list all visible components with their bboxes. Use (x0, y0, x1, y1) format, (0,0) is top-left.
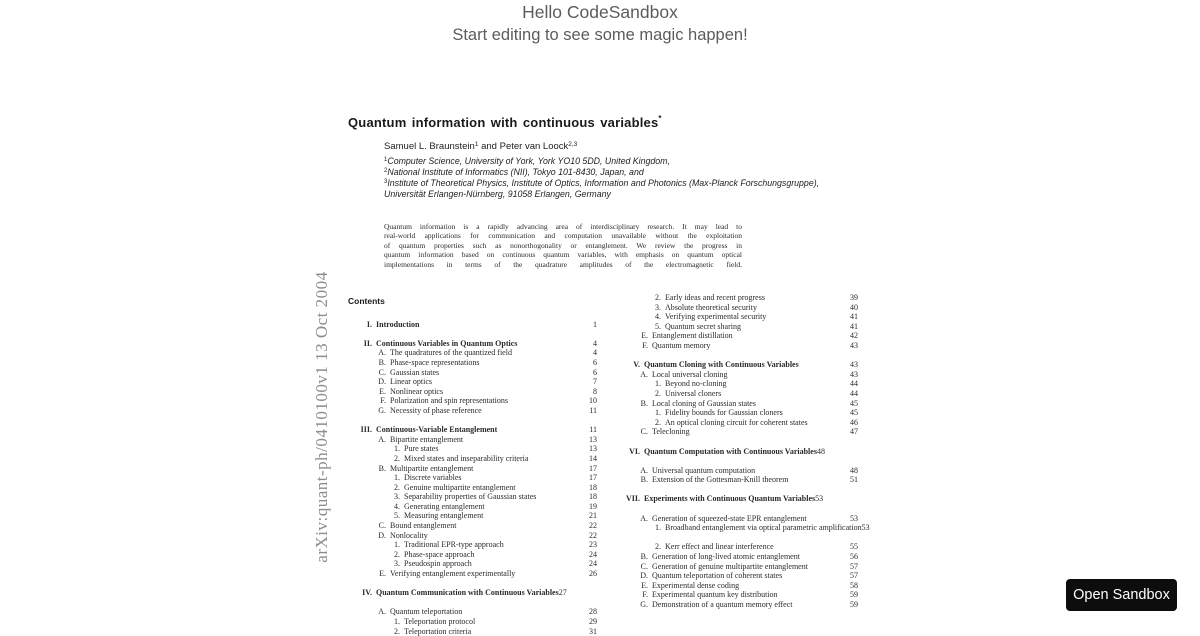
toc-entry-label: C. (378, 521, 386, 531)
toc-entry-title: Teleportation criteria (404, 626, 472, 636)
toc-entry (348, 511, 597, 521)
toc-entry-page: 53 (861, 523, 870, 533)
toc-entry (620, 370, 858, 380)
toc-entry-title: Universal quantum computation (652, 465, 756, 475)
toc-entry-page: 45 (850, 408, 858, 418)
authors-joiner: and (478, 141, 500, 152)
toc-entry-title: Separability properties of Gaussian states (404, 492, 537, 502)
toc-entry-title: Polarization and spin representations (390, 396, 508, 406)
toc-entry-page: 44 (850, 388, 858, 398)
toc-entry-label: 5. (655, 321, 661, 331)
abstract-line: implementations in terms of the quadrature amplitudes of the electromagnetic field. (384, 259, 742, 269)
toc-entry (348, 406, 597, 416)
toc-entry-page: 14 (589, 453, 597, 463)
toc-entry-title: Kerr effect and linear interference (665, 542, 774, 552)
toc-entry-label: A. (640, 513, 648, 523)
toc-entry (620, 571, 858, 581)
toc-entry (620, 331, 858, 341)
toc-entry-label: E. (641, 331, 648, 341)
toc-entry-title: Early ideas and recent progress (665, 293, 765, 302)
toc-entry-title: Continuous-Variable Entanglement (376, 425, 498, 435)
toc-entry (620, 581, 858, 591)
toc-entry-title: Experiments with Continuous Quantum Variables (644, 494, 816, 504)
toc-entry-label: B. (640, 475, 648, 485)
toc-entry (348, 425, 597, 435)
toc-entry (620, 600, 858, 610)
toc-entry-page: 56 (850, 552, 858, 562)
toc-entry-title: Fidelity bounds for Gaussian cloners (665, 408, 783, 418)
toc-entry-page: 43 (850, 340, 858, 350)
toc-entry-label: 2. (394, 626, 400, 636)
toc-entry-label: 1. (394, 473, 400, 483)
greeting-subheading: Start editing to see some magic happen! (452, 26, 748, 44)
toc-entry (620, 466, 858, 476)
toc-entry-page: 43 (850, 360, 858, 370)
greeting-heading: Hello CodeSandbox (522, 2, 678, 22)
toc-entry (348, 540, 597, 550)
toc-entry-page: 53 (815, 494, 824, 504)
toc-entry (348, 348, 597, 358)
toc-entry (348, 444, 597, 454)
toc-entry-page: 41 (850, 321, 858, 331)
toc-entry-page: 17 (589, 473, 597, 483)
toc-entry (620, 418, 858, 428)
toc-entry-label: 1. (655, 408, 661, 418)
toc-entry-title: Absolute theoretical security (665, 302, 757, 312)
toc-entry-title: Bipartite entanglement (390, 434, 464, 444)
toc-entry-title: Quantum teleportation (390, 607, 463, 617)
toc-entry-page: 8 (593, 386, 597, 396)
toc-entry-title: Telecloning (652, 427, 690, 437)
toc-entry-label: 2. (655, 417, 661, 427)
toc-entry (348, 617, 597, 627)
toc-entry-label: B. (378, 463, 386, 473)
toc-entry-page: 39 (850, 293, 858, 302)
toc-entry-page: 26 (589, 569, 597, 579)
toc-entry (620, 542, 858, 552)
toc-entry (348, 377, 597, 387)
toc-entry-title: Phase-space representations (390, 357, 480, 367)
toc-entry-label: III. (360, 425, 372, 435)
toc-entry (348, 559, 597, 569)
toc-entry-title: Local cloning of Gaussian states (652, 398, 756, 408)
toc-entry (348, 569, 597, 579)
toc-entry-page: 19 (589, 501, 597, 511)
toc-entry-label: A. (378, 607, 386, 617)
affiliation-text: Institute of Theoretical Physics, Institute of Optics, Information and Photonics (Max-Planck Forschungsgruppe), (387, 178, 820, 188)
affiliation-text: National Institute of Informatics (NII), Tokyo 101-8430, Japan, and (387, 167, 644, 177)
toc-entry (348, 607, 597, 617)
toc-entry-label: 1. (655, 379, 661, 389)
toc-entry-label: I. (366, 319, 372, 329)
toc-entry (620, 408, 858, 418)
toc-entry (348, 320, 597, 330)
toc-entry (348, 454, 597, 464)
toc-entry (348, 387, 597, 397)
toc-entry-title: Gaussian states (390, 367, 440, 377)
toc-entry-label: C. (640, 427, 648, 437)
toc-entry-label: E. (379, 386, 386, 396)
toc-entry (348, 627, 597, 636)
toc-entry-page: 11 (589, 405, 597, 415)
toc-entry-title: Experimental dense coding (652, 580, 740, 590)
toc-entry (348, 531, 597, 541)
toc-entry-page: 18 (589, 482, 597, 492)
toc-entry-label: 2. (655, 542, 661, 552)
affiliation-text: Universität Erlangen-Nürnberg, 91058 Erlangen, Germany (384, 189, 611, 199)
toc-entry-title: Teleportation protocol (404, 617, 476, 626)
toc-entry-label: 5. (394, 511, 400, 521)
toc-entry-title: Quantum secret sharing (665, 321, 741, 331)
toc-entry-title: Generation of squeezed-state EPR entanglement (652, 513, 807, 523)
toc-entry-label: 3. (655, 302, 661, 312)
toc-entry-title: Quantum memory (652, 340, 711, 350)
toc-entry-label: B. (640, 552, 648, 562)
toc-entry-title: Pseudospin approach (404, 559, 472, 569)
toc-entry-title: Nonlocality (390, 530, 428, 540)
toc-entry-label: 3. (394, 559, 400, 569)
paper-title (348, 114, 662, 130)
toc-entry-page: 21 (589, 511, 597, 521)
toc-entry-label: 2. (655, 388, 661, 398)
toc-entry-label: 4. (394, 501, 400, 511)
toc-entry-title: Traditional EPR-type approach (404, 540, 504, 550)
toc-entry (620, 360, 858, 370)
affiliation-sup: 2 (384, 168, 388, 174)
toc-entry-title: Multipartite entanglement (390, 463, 474, 473)
paper-title-text: Quantum information with continuous variables (348, 115, 659, 130)
toc-entry (620, 590, 858, 600)
arxiv-watermark: arXiv:quant-ph/0410100v1 13 Oct 2004 (312, 271, 331, 563)
paper-authors (384, 141, 577, 152)
toc-entry-page: 7 (593, 377, 597, 387)
affiliation-line (384, 155, 819, 166)
toc-entry-title: Demonstration of a quantum memory effect (652, 600, 793, 609)
toc-entry-label: 1. (655, 523, 661, 533)
toc-entry-page: 58 (850, 580, 858, 590)
toc-entry-page: 31 (589, 626, 597, 636)
toc-entry-title: Universal cloners (665, 388, 722, 398)
toc-entry-page: 24 (589, 559, 597, 569)
toc-entry (620, 514, 858, 524)
toc-entry-page: 4 (593, 348, 597, 358)
toc-entry-title: The quadratures of the quantized field (390, 348, 512, 358)
toc-entry-label: D. (378, 530, 386, 540)
toc-entry (348, 464, 597, 474)
toc-entry (348, 502, 597, 512)
abstract-line: of quantum properties such as nonorthogonality or entanglement. We review the progress in (384, 240, 742, 250)
toc-entry-page: 27 (558, 588, 567, 598)
toc-entry-title: Introduction (376, 319, 420, 329)
toc-entry-page: 18 (589, 492, 597, 502)
toc-entry-title: Necessity of phase reference (390, 405, 482, 415)
paper-abstract (384, 222, 742, 269)
affiliation-text: Computer Science, University of York, York YO10 5DD, United Kingdom, (387, 156, 670, 166)
toc-entry-page: 40 (850, 302, 858, 312)
toc-entry-title: Linear optics (390, 377, 432, 387)
toc-entry (620, 475, 858, 485)
toc-entry-label: F. (642, 340, 648, 350)
toc-entry-title: Measuring entanglement (404, 511, 484, 521)
toc-entry-page: 23 (589, 540, 597, 550)
toc-entry-title: Extension of the Gottesman-Knill theorem (652, 475, 789, 485)
toc-entry (620, 312, 858, 322)
toc-entry-title: Generation of genuine multipartite entanglement (652, 561, 808, 571)
affiliation-line (384, 166, 819, 177)
affiliation-line (384, 188, 819, 199)
toc-entry-title: Experimental quantum key distribution (652, 590, 778, 600)
toc-entry (620, 322, 858, 332)
toc-entry-page: 6 (593, 367, 597, 377)
toc-entry-page: 28 (589, 607, 597, 617)
toc-entry-title: Broadband entanglement via optical parametric amplification (665, 523, 862, 533)
toc-entry-page: 41 (850, 312, 858, 322)
toc-entry-page: 57 (850, 561, 858, 571)
toc-entry (620, 399, 858, 409)
toc-entry (348, 473, 597, 483)
toc-entry-label: 1. (394, 444, 400, 454)
toc-entry (620, 562, 858, 572)
toc-entry (348, 396, 597, 406)
open-sandbox-button[interactable]: Open Sandbox (1066, 579, 1177, 611)
toc-entry-title: Continuous Variables in Quantum Optics (376, 338, 518, 348)
toc-entry-label: 2. (394, 482, 400, 492)
toc-entry-page: 45 (850, 398, 858, 408)
toc-entry-title: Quantum Communication with Continuous Variables (376, 588, 559, 598)
toc-entry-page: 55 (850, 542, 858, 552)
toc-entry (620, 427, 858, 437)
toc-entry-label: 1. (394, 617, 400, 626)
toc-entry-page: 44 (850, 379, 858, 389)
toc-entry-label: VI. (629, 446, 640, 456)
toc-entry-page: 48 (850, 465, 858, 475)
toc-entry (348, 521, 597, 531)
toc-entry-label: F. (380, 396, 386, 406)
toc-heading: Contents (348, 296, 385, 306)
toc-entry (620, 389, 858, 399)
toc-entry (348, 483, 597, 493)
toc-entry-label: 4. (655, 312, 661, 322)
toc-entry-page: 13 (589, 434, 597, 444)
toc-entry-title: Entanglement distillation (652, 331, 733, 341)
toc-entry (620, 379, 858, 389)
toc-entry-title: Quantum Computation with Continuous Variables (644, 446, 817, 456)
toc-entry-title: Bound entanglement (390, 521, 457, 531)
toc-entry-title: Quantum teleportation of coherent states (652, 571, 783, 581)
toc-entry-label: 1. (394, 540, 400, 550)
toc-entry-label: 2. (394, 453, 400, 463)
toc-entry-page: 29 (589, 617, 597, 626)
toc-entry-title: Generation of long-lived atomic entanglement (652, 552, 800, 562)
toc-entry-title: Local universal cloning (652, 369, 728, 379)
toc-entry (348, 492, 597, 502)
toc-entry-label: A. (378, 434, 386, 444)
toc-entry-label: E. (379, 569, 386, 579)
toc-entry-label: IV. (362, 588, 372, 598)
toc-entry-page: 47 (850, 427, 858, 437)
toc-entry (620, 293, 858, 303)
title-footnote-marker: * (658, 114, 662, 123)
toc-entry-title: Quantum Cloning with Continuous Variables (644, 360, 799, 370)
toc-entry-page: 1 (593, 319, 597, 329)
toc-entry-title: Nonlinear optics (390, 386, 444, 396)
toc-entry-label: G. (640, 600, 648, 609)
toc-entry-page: 57 (850, 571, 858, 581)
toc-entry (348, 588, 597, 598)
paper-affiliations (384, 155, 819, 199)
toc-entry-title: Mixed states and inseparability criteria (404, 453, 529, 463)
toc-entry-label: D. (640, 571, 648, 581)
toc-entry-title: Verifying entanglement experimentally (390, 569, 516, 579)
toc-entry-title: Phase-space approach (404, 549, 475, 559)
toc-entry-page: 10 (589, 396, 597, 406)
toc-entry-page: 42 (850, 331, 858, 341)
toc-entry-page: 6 (593, 357, 597, 367)
toc-entry-page: 24 (589, 549, 597, 559)
toc-entry-label: B. (378, 357, 386, 367)
toc-entry-label: A. (640, 369, 648, 379)
affiliation-sup: 3 (384, 179, 388, 185)
toc-entry-label: E. (641, 580, 648, 590)
toc-entry-page: 22 (589, 530, 597, 540)
toc-entry-label: B. (640, 398, 648, 408)
toc-entry-label: F. (642, 590, 648, 600)
toc-entry-label: G. (378, 405, 386, 415)
toc-entry-page: 11 (589, 425, 597, 435)
toc-entry-page: 51 (850, 475, 858, 485)
toc-right-column (620, 293, 870, 610)
toc-entry-label: A. (640, 465, 648, 475)
toc-entry-label: 3. (394, 492, 400, 502)
toc-entry-label: 2. (655, 293, 661, 302)
toc-entry-title: Discrete variables (404, 473, 462, 483)
toc-entry-title: Genuine multipartite entanglement (404, 482, 516, 492)
toc-entry-title: Generating entanglement (404, 501, 485, 511)
toc-entry-page: 4 (593, 338, 597, 348)
toc-entry (620, 552, 858, 562)
toc-entry-label: VII. (625, 494, 640, 504)
toc-entry-label: D. (378, 377, 386, 387)
toc-entry (348, 339, 597, 349)
toc-entry (620, 303, 858, 313)
toc-entry-title: Verifying experimental security (665, 312, 767, 322)
toc-entry-title: Pure states (404, 444, 439, 454)
toc-entry (348, 368, 597, 378)
toc-entry-label: V. (633, 360, 640, 370)
author-2: Peter van Loock (499, 141, 569, 152)
author-1-affiliation-sup: 1 (474, 141, 479, 148)
toc-entry (348, 435, 597, 445)
toc-entry-title: An optical cloning circuit for coherent states (665, 417, 808, 427)
toc-entry-page: 59 (850, 600, 858, 609)
toc-entry (620, 341, 858, 351)
toc-entry-page: 59 (850, 590, 858, 600)
author-2-affiliation-sup: 2,3 (568, 141, 578, 148)
abstract-line: real-world applications for communication and computation unavailable without the exploitation (384, 231, 742, 241)
toc-entry (348, 550, 597, 560)
toc-entry-label: C. (378, 367, 386, 377)
toc-entry-page: 46 (850, 417, 858, 427)
toc-entry (348, 358, 597, 368)
toc-entry-title: Beyond no-cloning (665, 379, 727, 389)
toc-entry-label: 2. (394, 549, 400, 559)
affiliation-line (384, 177, 819, 188)
toc-entry-page: 13 (589, 444, 597, 454)
toc-entry-page: 43 (850, 369, 858, 379)
toc-entry (620, 494, 858, 504)
toc-entry-page: 17 (589, 463, 597, 473)
abstract-line: quantum information based on continuous quantum variables, with emphasis on quantum optical (384, 250, 742, 260)
toc-entry-page: 53 (850, 513, 858, 523)
abstract-line: Quantum information is a rapidly advancing area of interdisciplinary research. It may lead to (384, 222, 742, 231)
toc-entry-page: 22 (589, 521, 597, 531)
author-1: Samuel L. Braunstein (384, 141, 475, 152)
toc-entry-label: A. (378, 348, 386, 358)
toc-entry-page: 48 (816, 446, 825, 456)
toc-entry (620, 523, 870, 533)
toc-entry (620, 447, 858, 457)
affiliation-sup: 1 (384, 157, 388, 163)
toc-entry-label: C. (640, 561, 648, 571)
toc-entry-label: II. (363, 338, 372, 348)
toc-left-column (348, 310, 597, 636)
